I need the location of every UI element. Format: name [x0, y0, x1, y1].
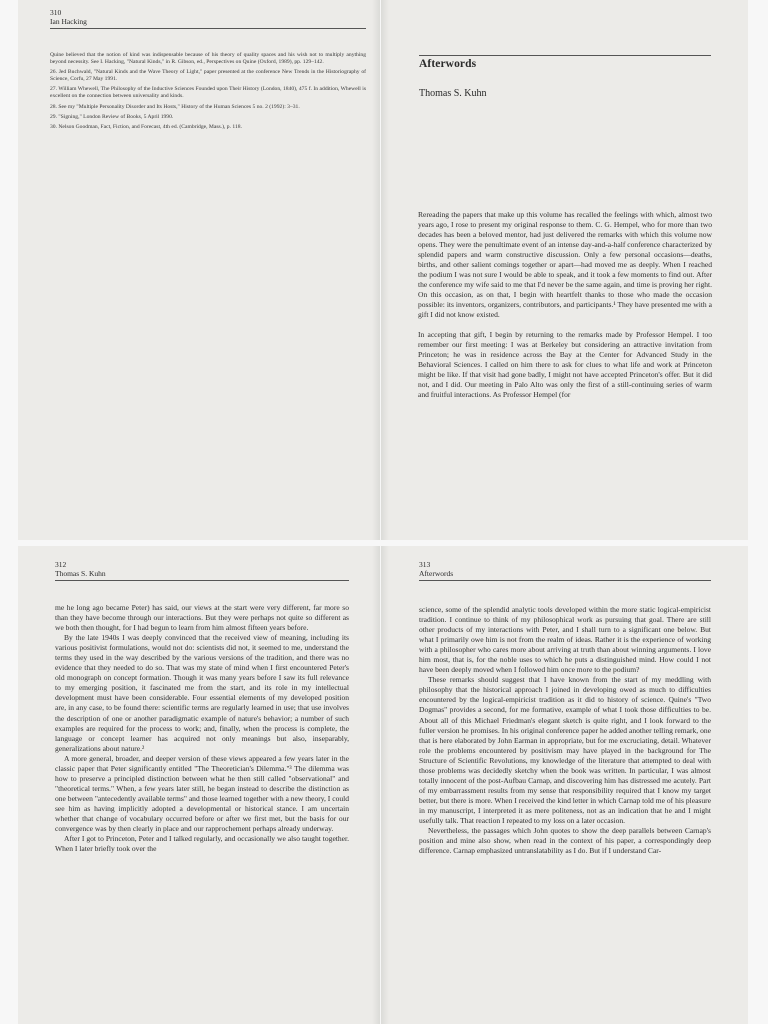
page-gutter-shadow	[372, 0, 380, 540]
paragraph: In accepting that gift, I begin by returning to the remarks made by Professor Hempel. I too remember our first meeting: I was at Berkeley but considering an attractive invitation from Princeton; he was in residence across the Bay at the Center for Advanced Study in the Behavioral Sciences. I called on him there to ask for clues to what life and work at Princeton might be like. If that visit had gone badly, I might not have accepted Princeton's offer. But it did not, and I did. Our meeting in Palo Alto was only the first of a still-continuing series of warm and fruitful interactions. As Professor Hempel (for	[418, 329, 712, 399]
page-gutter-shadow	[381, 0, 389, 540]
running-head-author: Thomas S. Kuhn	[55, 569, 106, 578]
header-rule	[55, 580, 349, 581]
page-312	[18, 546, 380, 1024]
body-text	[55, 603, 349, 854]
header-rule	[50, 28, 366, 29]
running-head-title: Afterwords	[419, 569, 454, 578]
paragraph: After I got to Princeton, Peter and I talked regularly, and occasionally we also taught together. When I later briefly took over the	[55, 834, 349, 854]
page-313	[381, 546, 748, 1024]
endnote: 30. Nelson Goodman, Fact, Fiction, and Forecast, 4th ed. (Cambridge, Mass.), p. 118.	[50, 124, 242, 131]
chapter-title: Afterwords	[419, 58, 477, 70]
page-number: 312	[55, 560, 67, 569]
paragraph: By the late 1940s I was deeply convinced that the received view of meaning, including its various positivist formulations, would not do: scientists did not, it seemed to me, understand the terms they used in the way described by the various versions of the tradition, and there was no evidence that they needed to do so. That was my state of mind when I first encountered Peter's old monograph on concept formation. Though it was many years before I saw its full relevance to my emerging position, it fascinated me from the start, and its role in my intellectual development must have been considerable. Four essential elements of my developed position are, in any case, to be found there: scientific terms are regularly learned in use; that use involves the description of one or another paradigmatic example of nature's behavior; a number of such examples are required for the process to work; and, finally, when the process is complete, the language or concept learner has acquired not only meanings but also, inseparably, generalizations about nature.²	[55, 633, 349, 753]
paragraph: Nevertheless, the passages which John quotes to show the deep parallels between Carnap's position and mine also show, when read in the context of his paper, a correspondingly deep difference. Carnap emphasized untranslatability as I do. But if I understand Car-	[419, 826, 711, 856]
page-gutter-shadow	[372, 546, 380, 1024]
body-text	[419, 605, 711, 856]
title-rule	[419, 55, 711, 56]
running-head	[50, 8, 87, 26]
running-head-author: Ian Hacking	[50, 17, 87, 26]
paragraph: These remarks should suggest that I have known from the start of my meddling with philosophy that the historical approach I joined in developing owed as much to difficulties encountered by the logical-empiricist tradition as it did to history of science. Quine's "Two Dogmas" provides a second, for me formative, example of what I took those difficulties to be. About all of this Michael Friedman's elegant sketch is quite right, and I look forward to the fuller version he promises. In his original conference paper he added another telling remark, one that is here elaborated by John Earman in appropriate, but for me excruciating, detail. Whatever role the problems encountered by positivism may have played in the background for The Structure of Scientific Revolutions, my knowledge of the literature that attempted to deal with those problems was decidedly sketchy when the book was written. In particular, I was almost totally innocent of the post-Aufbau Carnap, and discovering him has distressed me acutely. Part of my embarrassment results from my sense that responsibility required that I know my target better, but there is more. When I received the kind letter in which Carnap told me of his pleasure in my manuscript, I interpreted it as mere politeness, not as an indication that he and I might usefully talk. That reaction I repeated to my loss on a later occasion.	[419, 675, 711, 825]
endnote: 29. "Signing," London Review of Books, 5 April 1990.	[50, 113, 174, 120]
header-rule	[419, 580, 711, 581]
paragraph: A more general, broader, and deeper version of these views appeared a few years later in the classic paper that Peter significantly entitled "The Theoretician's Dilemma."³ The dilemma was how to preserve a principled distinction between what he then still called "observational" and "theoretical terms." When, a few years later still, he began instead to describe the distinction as one between "antecedently available terms" and those learned together with a new theory, I could see him as having implicitly adopted a developmental or historical stance. I am uncertain whether that change of vocabulary occurred before or after we first met, but the basis for our convergence was by then clearly in place and our rapprochement perhaps already underway.	[55, 753, 349, 834]
page-310	[18, 0, 380, 540]
running-head	[419, 560, 453, 578]
paragraph: me he long ago became Peter) has said, our views at the start were very different, far more so than they have become through our interactions. But they were perhaps not quite so different as we both then thought, for I had begun to learn from him almost fifteen years before.	[55, 603, 349, 633]
page-number: 313	[419, 560, 431, 569]
page-number: 310	[50, 8, 62, 17]
page-311	[381, 0, 748, 540]
running-head	[55, 560, 106, 578]
paragraph: Rereading the papers that make up this volume has recalled the feelings with which, almost two years ago, I rose to present my original response to them. C. G. Hempel, who for more than two decades has been a beloved mentor, had just delivered the remarks with which this volume now opens. They were the penultimate event of an intense day-and-a-half conference characterized by splendid papers and warm constructive discussion. Only a few personal occasions—deaths, births, and other salient comings together or apart—had moved me as deeply. When I reached the podium I was not sure I would be able to speak, and it took a few moments to find out. After the conference my wife said to me that I'd never be the same again, and time is proving her right. On this occasion, as on that, I begin with heartfelt thanks to those who made the occasion possible: its inventors, organizers, contributors, and participants.¹ They have presented me with a gift I did not know existed.	[418, 210, 712, 320]
chapter-author: Thomas S. Kuhn	[419, 88, 487, 99]
page-gutter-shadow	[381, 546, 389, 1024]
body-text	[418, 210, 712, 400]
endnote: 28. See my "Multiple Personality Disorder and Its Hosts," History of the Human Sciences 5 no. 2 (1992): 3–31.	[50, 103, 300, 110]
paragraph: science, some of the splendid analytic tools developed within the more static logical-empiricist tradition. I continue to think of my philosophical work as pursuing that goal. There are still other products of my interactions with Peter, and I shall turn to a significant one below. But what I primarily owe him is not from the realm of ideas. Rather it is the experience of working with a philosopher who cares more about arriving at truth than about winning arguments. I love him most, that is, for the noble uses to which he puts a distinguished mind. How could I not have been deeply moved when I followed him once more to the podium?	[419, 605, 711, 675]
endnote: 27. William Whewell, The Philosophy of the Inductive Sciences Founded upon Their History (London, 1840), 475 f. In addition, Whewell is excellent on the connection between universality and kinds.	[50, 86, 366, 100]
endnote: Quine believed that the notion of kind was indispensable because of his theory of quality spaces and his wish not to multiply anything beyond necessity. See I. Hacking, "Natural Kinds," in R. Gibson, ed., Perspectives on Quine (Oxford, 1989), pp. 129–142.	[50, 52, 366, 65]
endnotes	[50, 52, 366, 135]
endnote: 26. Jed Buchwald, "Natural Kinds and the Wave Theory of Light," paper presented at the conference New Trends in the Historiography of Science, Corfu, 27 May 1991.	[50, 69, 366, 82]
